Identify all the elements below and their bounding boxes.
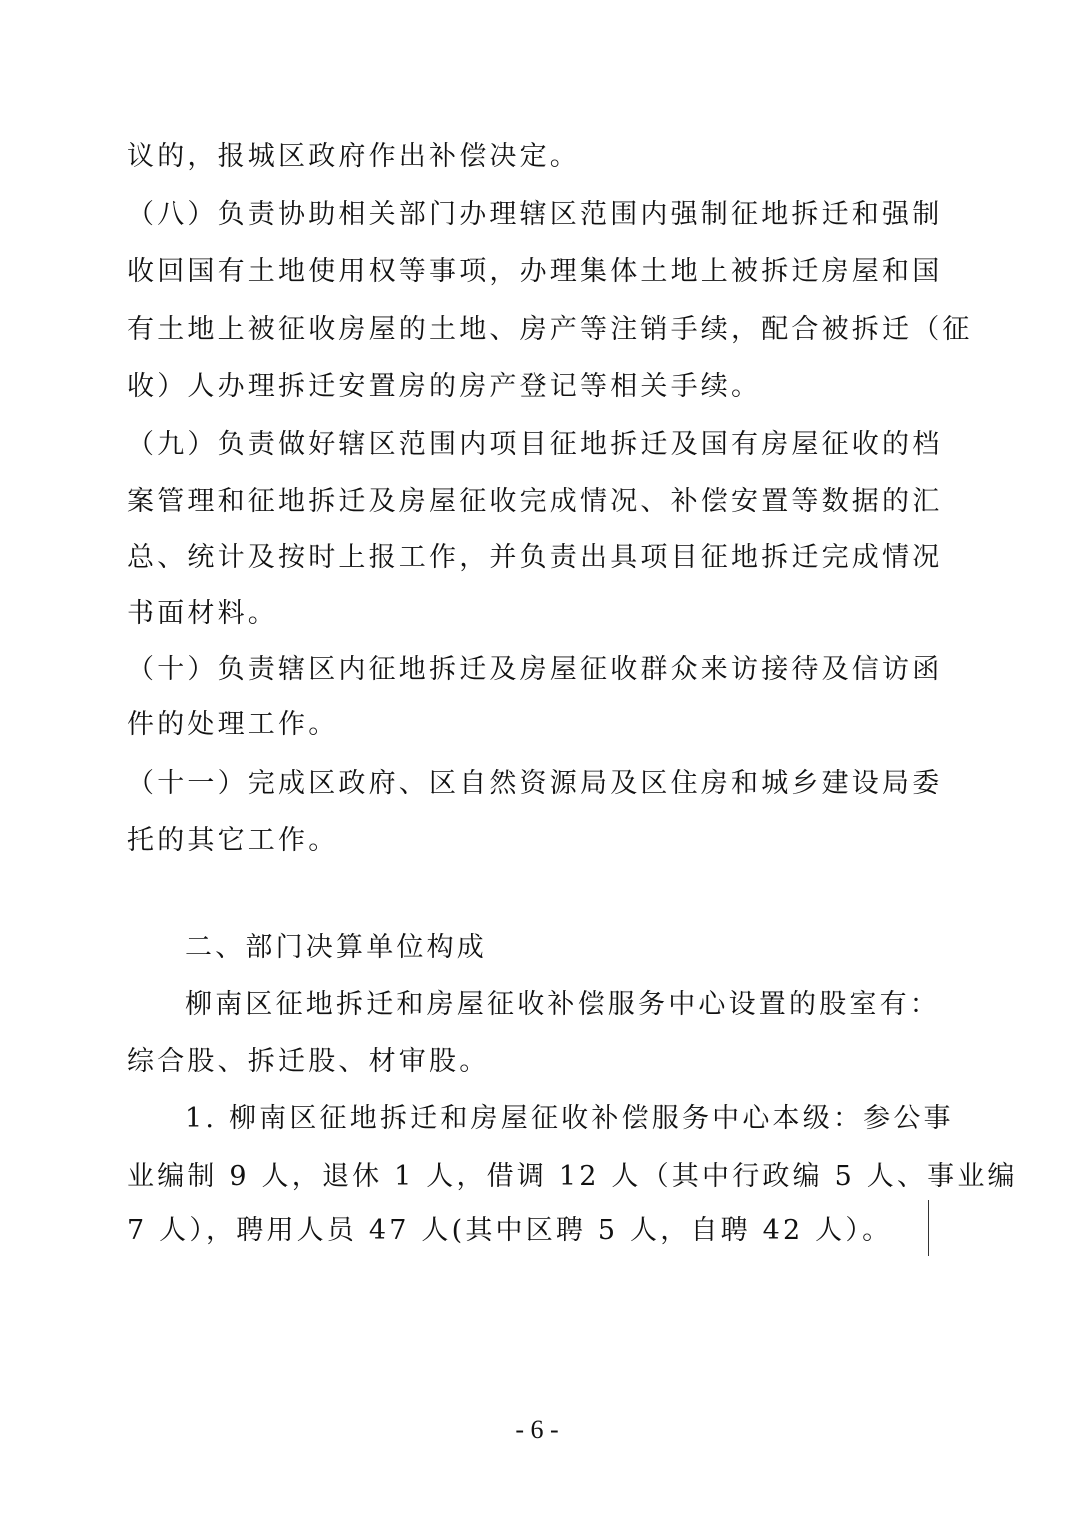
paragraph-line: 柳南区征地拆迁和房屋征收补偿服务中心设置的股室有： [185, 989, 940, 1020]
text-line: 件的处理工作。 [127, 709, 339, 740]
paragraph-line: 业编制 9 人，退休 1 人，借调 12 人（其中行政编 5 人、事业编 [127, 1161, 1018, 1192]
text-line: （十一）完成区政府、区自然资源局及区住房和城乡建设局委 [127, 768, 943, 799]
page-number: - 6 - [515, 1415, 559, 1444]
text-line: （十）负责辖区内征地拆迁及房屋征收群众来访接待及信访函 [127, 654, 943, 685]
text-line: 总、统计及按时上报工作，并负责出具项目征地拆迁完成情况 [127, 542, 943, 573]
text-line: 案管理和征地拆迁及房屋征收完成情况、补偿安置等数据的汇 [127, 486, 943, 517]
text-line: （八）负责协助相关部门办理辖区范围内强制征地拆迁和强制 [127, 199, 943, 230]
text-line: 收）人办理拆迁安置房的房产登记等相关手续。 [127, 371, 762, 402]
text-line: 议的，报城区政府作出补偿决定。 [127, 141, 580, 172]
text-line: （九）负责做好辖区范围内项目征地拆迁及国有房屋征收的档 [127, 429, 943, 460]
paragraph-line: 7 人），聘用人员 47 人(其中区聘 5 人，自聘 42 人）。 [127, 1215, 893, 1246]
margin-rule [928, 1200, 929, 1256]
section-heading: 二、部门决算单位构成 [185, 932, 487, 963]
text-line: 书面材料。 [127, 598, 278, 629]
text-line: 托的其它工作。 [127, 825, 339, 856]
text-line: 收回国有土地使用权等事项，办理集体土地上被拆迁房屋和国 [127, 256, 943, 287]
text-line: 有土地上被征收房屋的土地、房产等注销手续，配合被拆迁（征 [127, 314, 973, 345]
paragraph-line: 综合股、拆迁股、材审股。 [127, 1046, 490, 1077]
paragraph-line: 1. 柳南区征地拆迁和房屋征收补偿服务中心本级：参公事 [185, 1103, 954, 1134]
